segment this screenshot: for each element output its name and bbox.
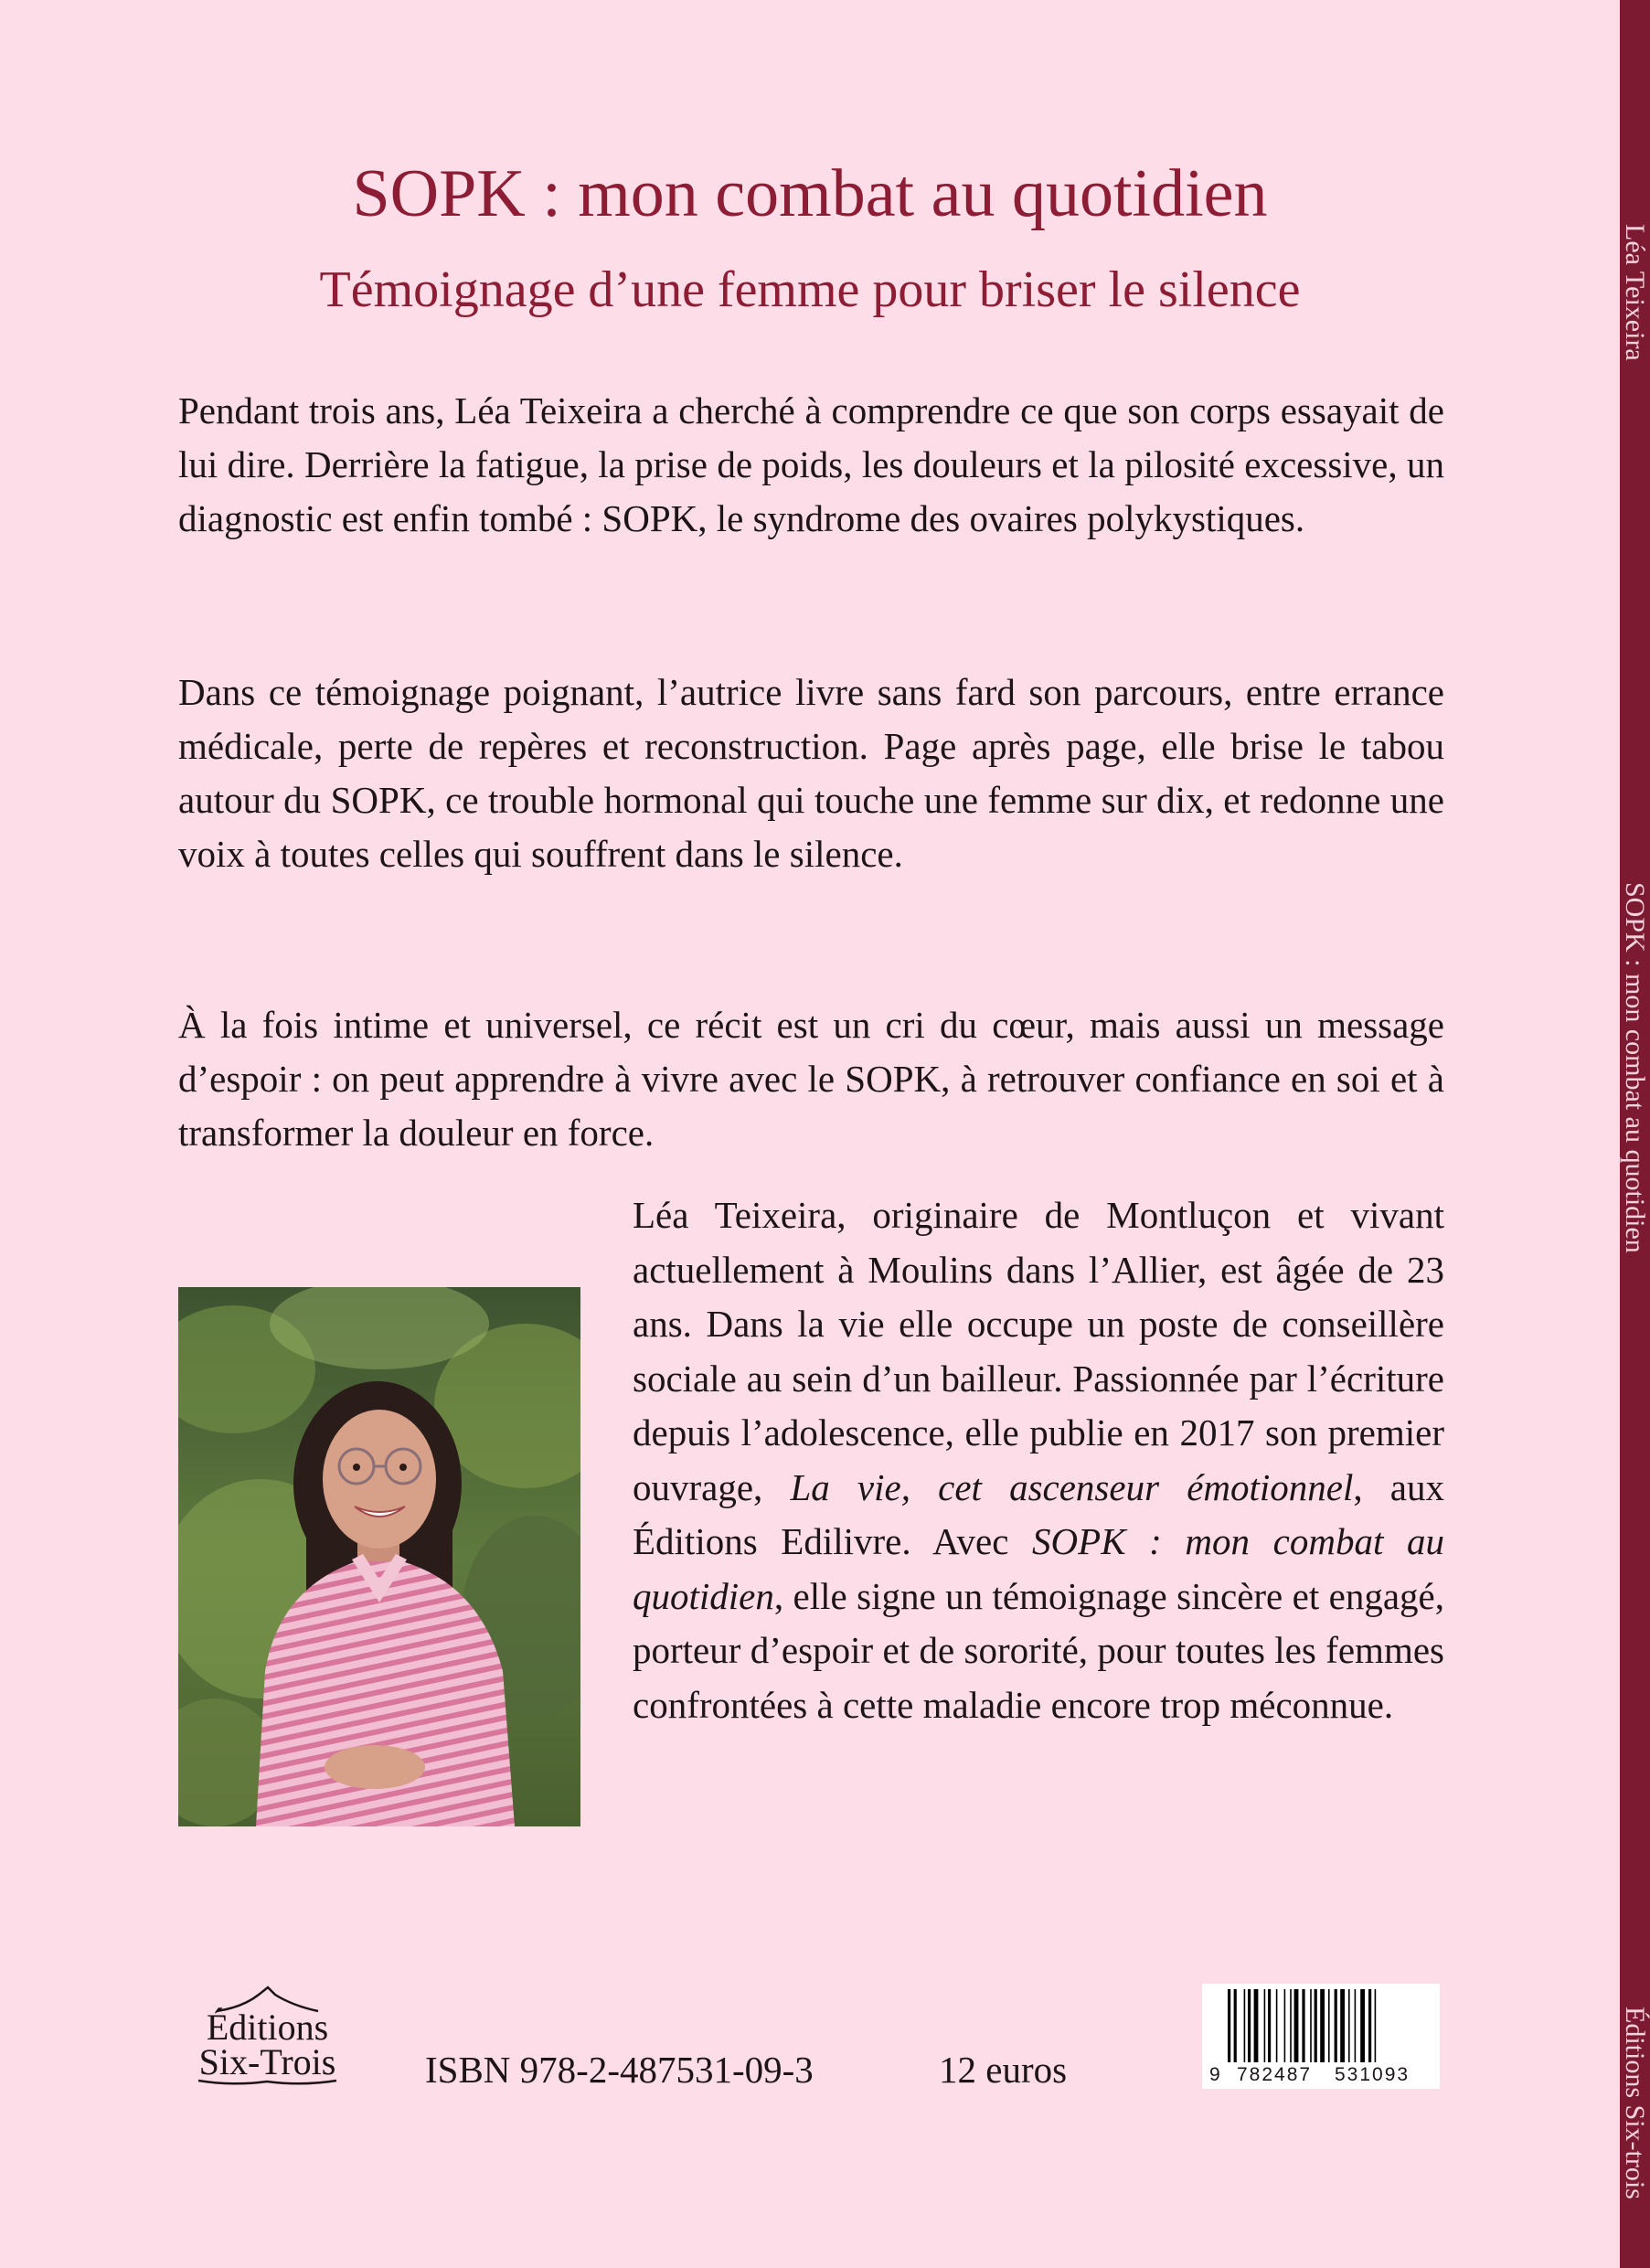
spine-title: SOPK : mon combat au quotidien [1620,882,1650,1253]
barcode-bar [1284,1989,1286,2062]
barcode-left-digits: 782487 [1237,2064,1313,2085]
bio-book-title: SOPK : mon combat au quotidien [633,1520,1444,1617]
synopsis-paragraph: Dans ce témoignage poignant, l’autrice livre sans fard son parcours, entre errance médicale, perte de repères et reconstruction. Page après page, elle brise le tabou autour du SOPK, ce trouble hormonal qui touche une femme sur dix, et redonne une voix à toutes celles qui souffrent dans le silence. [178,671,1444,875]
barcode-right-digits: 531093 [1335,2064,1410,2085]
publisher-name-line1: Éditions [206,2007,329,2048]
publisher-name-line2: Six-Trois [198,2041,336,2082]
barcode-bar [1320,1989,1325,2062]
barcode-bar [1335,1989,1337,2062]
author-photo [178,1287,580,1826]
synopsis-paragraph: À la fois intime et universel, ce récit est un cri du cœur, mais aussi un message d’espoir : on peut apprendre à vivre avec le SOPK, à retrouver confiance en soi et à transformer la douleur en force. [178,1004,1444,1154]
barcode-bar [1340,1989,1345,2062]
publisher-logo [187,1984,347,2086]
book-subtitle: Témoignage d’une femme pour briser le silence [319,261,1301,318]
barcode-bar [1360,1989,1365,2062]
barcode-bar [1315,1989,1317,2062]
author-biography [633,1188,1444,1732]
spine-author: Léa Teixeira [1620,224,1650,361]
barcode-bar [1302,1989,1304,2062]
spine-publisher: Éditions Six-trois [1620,2007,1650,2199]
barcode-bar [1375,1989,1377,2062]
barcode-bar [1264,1989,1266,2062]
barcode-bar [1368,1989,1371,2062]
barcode-bar [1294,1989,1299,2062]
barcode-lead-digit: 9 [1209,2064,1220,2085]
barcode-bar [1310,1989,1312,2062]
barcode-bar [1355,1989,1357,2062]
book-title: SOPK : mon combat au quotidien [352,156,1268,231]
barcode-bar [1234,1989,1237,2062]
barcode [1202,1984,1440,2089]
barcode-bar [1268,1989,1271,2062]
isbn: ISBN 978-2-487531-09-3 [425,2049,814,2091]
bio-text: , elle signe un témoignage sincère et engagé, porteur d’espoir et de sororité, pour toutes les femmes confrontées à cette maladie encore trop méconnue. [633,1574,1444,1726]
barcode-bar [1348,1989,1350,2062]
barcode-bars [1228,1989,1429,2064]
barcode-bar [1228,1989,1230,2062]
bio-book-title: La vie, cet ascenseur émotionnel [790,1465,1354,1508]
bio-text: Léa Teixeira, originaire de Montluçon et vivant actuellement à Moulins dans l’Allier, est âgée de 23 ans. Dans la vie elle occupe un poste de conseillère sociale au sein d’un bailleur. Passionnée par l’écriture depuis l’adolescence, elle publie en 2017 son premier ouvrage, [633,1194,1444,1508]
synopsis-paragraph: Pendant trois ans, Léa Teixeira a cherché à comprendre ce que son corps essayait de lui dire. Derrière la fatigue, la prise de poids, les douleurs et la pilosité excessive, un diagnostic est enfin tombé : SOPK, le syndrome des ovaires polykystiques. [178,389,1444,539]
barcode-bar [1254,1989,1259,2062]
book-icon [197,2079,338,2088]
price: 12 euros [939,2049,1068,2091]
barcode-bar [1328,1989,1330,2062]
barcode-number [1202,2064,1440,2086]
bio-text: , aux Éditions Edilivre. Avec [633,1465,1444,1562]
barcode-bar [1290,1989,1292,2062]
barcode-bar [1276,1989,1278,2062]
barcode-bar [1244,1989,1246,2062]
barcode-bar [1248,1989,1251,2062]
